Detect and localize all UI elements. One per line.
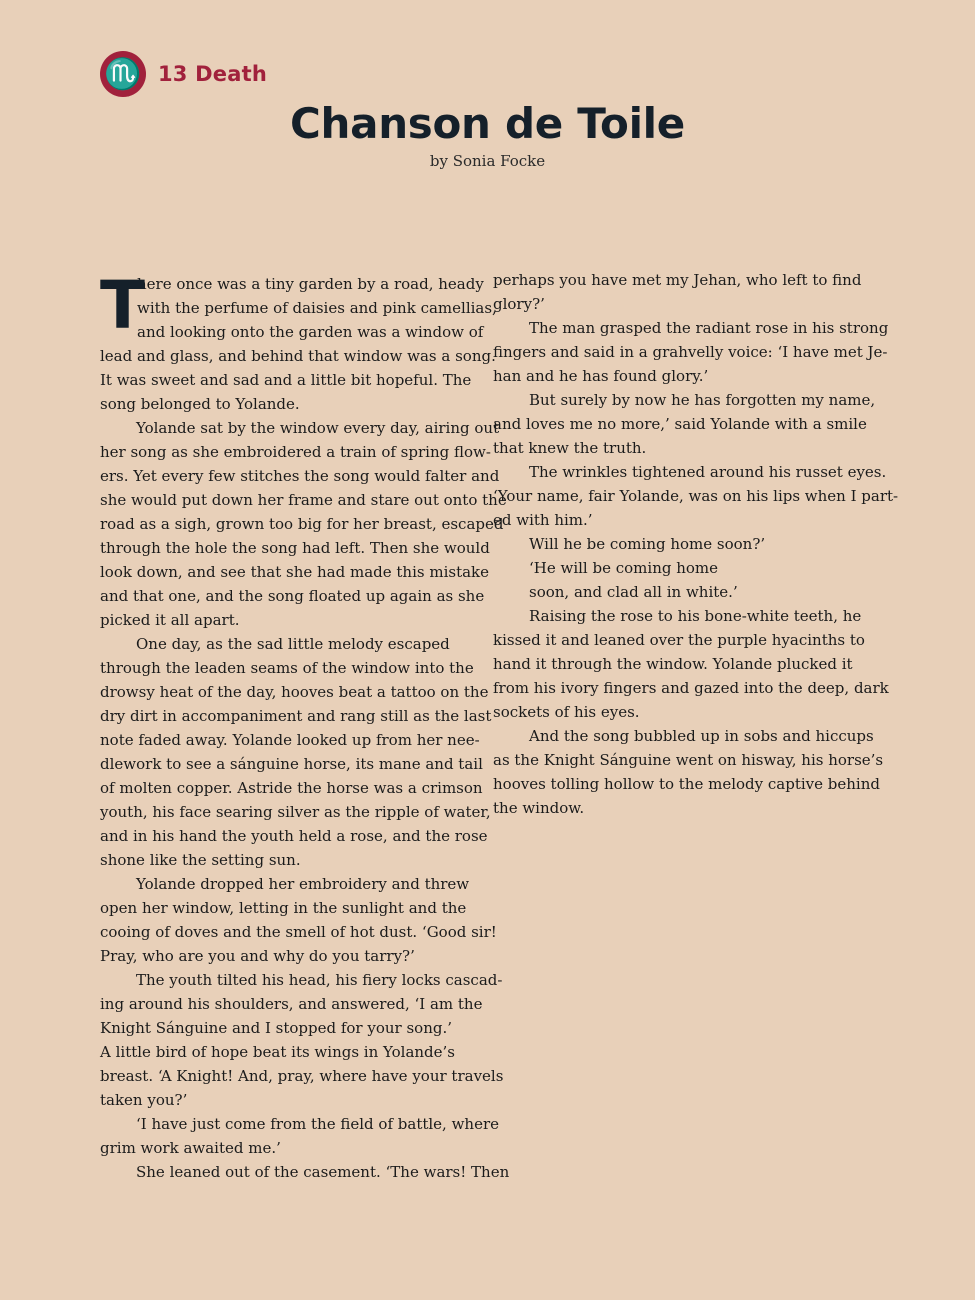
text-line: grim work awaited me.’	[100, 1139, 281, 1157]
text-line: One day, as the sad little melody escaped	[136, 635, 450, 653]
text-line: through the leaden seams of the window into the	[100, 659, 474, 677]
text-line: Knight Sánguine and I stopped for your song.’	[100, 1019, 452, 1037]
text-line: the window.	[493, 799, 585, 817]
text-line: here once was a tiny garden by a road, heady	[137, 275, 484, 293]
text-line: her song as she embroidered a train of spring flow-	[100, 443, 491, 461]
byline: by Sonia Focke	[429, 152, 546, 170]
text-line: A little bird of hope beat its wings in Yolande’s	[100, 1043, 455, 1061]
text-line: Raising the rose to his bone-white teeth, he	[529, 607, 862, 625]
text-line: ‘I have just come from the field of battle, where	[136, 1115, 500, 1133]
chapter-header	[100, 51, 267, 97]
story-title: Chanson de Toile	[290, 99, 685, 148]
text-line: Yolande sat by the window every day, airing out	[136, 419, 500, 437]
scorpio-icon: ♏	[100, 51, 146, 97]
text-line: song belonged to Yolande.	[100, 395, 300, 413]
text-line: she would put down her frame and stare out onto the	[100, 491, 507, 509]
text-line: Will he be coming home soon?’	[529, 535, 766, 553]
text-line: ed with him.’	[493, 511, 593, 529]
text-line: and looking onto the garden was a window of	[137, 323, 484, 341]
text-line: taken you?’	[100, 1091, 188, 1109]
text-line: lead and glass, and behind that window was a song.	[100, 347, 496, 365]
text-line: hand it through the window. Yolande plucked it	[493, 655, 853, 673]
text-line: look down, and see that she had made this mistake	[100, 563, 490, 581]
text-line: The wrinkles tightened around his russet eyes.	[529, 463, 887, 481]
text-line: The youth tilted his head, his fiery locks cascad-	[136, 971, 503, 989]
text-line: ‘He will be coming home	[529, 559, 719, 577]
text-line: of molten copper. Astride the horse was a crimson	[100, 779, 483, 797]
text-line: kissed it and leaned over the purple hyacinths to	[493, 631, 865, 649]
text-column-right	[493, 268, 899, 820]
text-line: Pray, who are you and why do you tarry?’	[100, 947, 415, 965]
text-line: But surely by now he has forgotten my name,	[529, 391, 876, 409]
text-line: picked it all apart.	[100, 611, 240, 629]
text-line: ‘Your name, fair Yolande, was on his lips when I part-	[493, 487, 899, 505]
text-line: road as a sigh, grown too big for her breast, escaped	[100, 515, 504, 533]
text-line: soon, and clad all in white.’	[529, 583, 738, 601]
text-line: with the perfume of daisies and pink camellias,	[137, 299, 497, 317]
text-column-left	[100, 267, 510, 1184]
text-line: glory?’	[493, 295, 545, 313]
text-line: ers. Yet every few stitches the song would falter and	[100, 467, 500, 485]
text-line: And the song bubbled up in sobs and hiccups	[529, 727, 874, 745]
text-line: from his ivory fingers and gazed into the deep, dark	[493, 679, 889, 697]
text-line: shone like the setting sun.	[100, 851, 301, 869]
text-line: dry dirt in accompaniment and rang still as the last	[100, 707, 492, 725]
text-line: through the hole the song had left. Then she would	[100, 539, 490, 557]
text-line: The man grasped the radiant rose in his strong	[529, 319, 889, 337]
text-line: and in his hand the youth held a rose, and the rose	[100, 827, 488, 845]
text-line: that knew the truth.	[493, 439, 647, 457]
text-line: han and he has found glory.’	[493, 367, 709, 385]
text-line: and loves me no more,’ said Yolande with a smile	[493, 415, 867, 433]
text-line: breast. ‘A Knight! And, pray, where have your travels	[100, 1067, 504, 1085]
drop-cap: T	[100, 267, 146, 344]
text-line: drowsy heat of the day, hooves beat a tattoo on the	[100, 683, 489, 701]
text-line: youth, his face searing silver as the ripple of water,	[100, 803, 491, 821]
text-line: hooves tolling hollow to the melody captive behind	[493, 775, 880, 793]
text-line: sockets of his eyes.	[493, 703, 640, 721]
text-line: perhaps you have met my Jehan, who left to find	[493, 271, 862, 289]
text-line: note faded away. Yolande looked up from her nee-	[100, 731, 480, 749]
text-line: It was sweet and sad and a little bit hopeful. The	[100, 371, 472, 389]
text-line: Yolande dropped her embroidery and threw	[136, 875, 470, 893]
chapter-label: 13 Death	[158, 62, 267, 86]
text-line: dlework to see a sánguine horse, its mane and tail	[100, 755, 483, 773]
text-line: open her window, letting in the sunlight and the	[100, 899, 467, 917]
text-line: fingers and said in a grahvelly voice: ‘I have met Je-	[493, 343, 888, 361]
text-line: as the Knight Sánguine went on hisway, his horse’s	[493, 751, 884, 769]
text-line: cooing of doves and the smell of hot dust. ‘Good sir!	[100, 923, 497, 941]
text-line: ing around his shoulders, and answered, ‘I am the	[100, 995, 483, 1013]
text-line: She leaned out of the casement. ‘The wars! Then	[136, 1163, 510, 1181]
text-line: and that one, and the song floated up again as she	[100, 587, 485, 605]
